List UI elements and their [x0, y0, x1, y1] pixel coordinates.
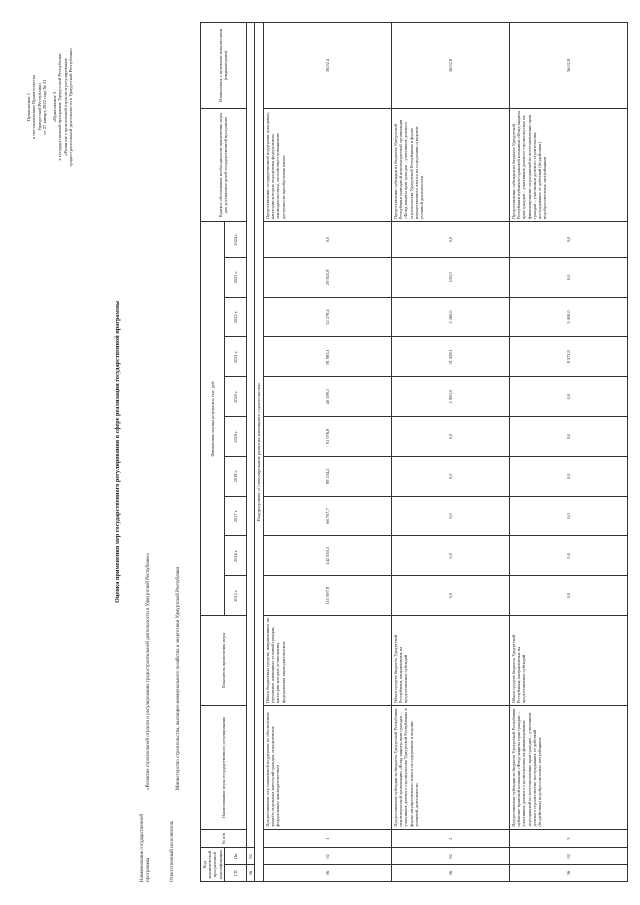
col-header-pp: Пп	[224, 848, 246, 865]
row-gp: 36	[391, 865, 509, 882]
regulation-measures-table	[200, 22, 628, 882]
col-header-year: 2023 г.	[224, 257, 246, 297]
row-effect: Предоставление субсидии из бюджета Удмуртской Республики публично-правовой компании «Фонд защиты прав граждан – участников долевого строительства» на финансирование мероприятий по восстановлению прав граждан – участников долевого строительства, пострадавших от действий (бездействия) недобросовестных застройщиков	[509, 109, 627, 222]
row-value-year: 0,0	[509, 417, 627, 457]
row-measure-name: Предоставление мер социальной поддержки по обеспечению жильём отдельных категорий граждан, определенных федеральным законодательством	[263, 706, 391, 830]
row-gp: 36	[509, 865, 627, 882]
row-value-year: 8 571,9	[509, 337, 627, 377]
row-value-year: 0,0	[263, 222, 391, 258]
program-value: «Развитие строительной отрасли и регулирование градостроительной деятельности в Удмуртской Республике»	[146, 552, 151, 790]
header-line-7: «Развитие строительной отрасли и регулирование	[62, 58, 68, 156]
table-row	[263, 23, 391, 882]
row-value-year: 0,0	[391, 417, 509, 457]
row-value-year: 0,0	[391, 576, 509, 616]
row-value-year: 0,0	[509, 496, 627, 536]
row-value-year: 0,0	[391, 536, 509, 576]
row-value-year: 66 707,7	[263, 496, 391, 536]
col-header-code: Код аналитической программной классификации	[201, 848, 225, 882]
row-value-year: 0,0	[391, 222, 509, 258]
row-value-year: 0,0	[391, 496, 509, 536]
col-header-year: 2024 г.	[224, 222, 246, 258]
row-value-year: 0,0	[509, 222, 627, 258]
row-num: 3	[509, 829, 627, 848]
header-line-6: к государственной программе Удмуртской Республики	[57, 53, 63, 161]
row-value-year: 0,0	[509, 576, 627, 616]
col-header-name: Наименование меры государственного регулирования	[201, 706, 247, 830]
row-num: 1	[263, 829, 391, 848]
row-effect: Предоставление государственной поддержки гражданам, категории которых определены федеральным законодательством, способствует повышению доступности приобретения жилья	[263, 109, 391, 222]
row-value-year: 52 278,4	[263, 297, 391, 337]
header-appendix	[26, 32, 73, 182]
col-header-year: 2018 г.	[224, 456, 246, 496]
header-line-1: Приложение 1	[26, 92, 31, 122]
col-header-year: 2020 г.	[224, 377, 246, 417]
header-line-2: к постановлению Правительства	[31, 75, 37, 139]
row-pp: 02	[509, 848, 627, 865]
col-header-gp: ГП	[224, 865, 246, 882]
col-header-indicator: Показатель применения меры	[201, 616, 247, 706]
col-header-effect: Краткое обоснование необходимости применения меры для достижения целей государственной программы	[201, 109, 247, 222]
row-value-year: 0,0	[391, 456, 509, 496]
row-measure-name: Предоставление субсидии из бюджета Удмуртской Республики публично-правовой компании «Фонд защиты прав граждан – участников долевого строительства» на финансирование мероприятий по восстановлению прав граждан – участников долевого строительства, пострадавших от действий (бездействия) недобросовестных застройщиков	[509, 706, 627, 830]
row-value-year: 142 059,3	[263, 536, 391, 576]
col-header-year: 2019 г.	[224, 417, 246, 457]
row-value-year: 29 825,8	[263, 257, 391, 297]
row-effect: Предоставление субсидии из бюджета Удмуртской Республики унитарной некоммерческой организации «Фонд защиты прав граждан – участников долевого строительства Удмуртской Республики» в форме имущественного взноса на содержание и ведение уставной деятельности	[391, 109, 509, 222]
col-header-year: 2022 г.	[224, 297, 246, 337]
row-pp: 02	[391, 848, 509, 865]
row-value-year: 5 260,0	[391, 297, 509, 337]
subprogram-title: Подпрограмма «Стимулирование развития жилищного строительства»	[254, 23, 263, 882]
col-header-link: Взаимосвязь с целевыми показателями (индикаторами)	[201, 23, 247, 109]
table-row	[509, 23, 627, 882]
col-header-year: 2017 г.	[224, 496, 246, 536]
col-header-num: № п/п	[201, 829, 247, 848]
row-value-year: 89 234,2	[263, 456, 391, 496]
row-value-year: 0,0	[509, 377, 627, 417]
row-indicator-link: 36.02.4	[263, 23, 391, 109]
row-indicator-link: 36.02.8	[391, 23, 509, 109]
row-measure-name: Предоставление субсидии из бюджета Удмуртской Республики некоммерческой организации «Фонд защиты прав граждан – участников долевого строительства Удмуртской Республики» в форме имущественного взноса на содержание и ведение уставной деятельности	[391, 706, 509, 830]
row-value-year: 31 438,1	[391, 337, 509, 377]
header-line-3: Удмуртской Республики	[36, 83, 42, 131]
row-indicator: Объем бюджетных средств, направленных на улучшение жилищных условий граждан, категории которых установлены федеральным законодательством	[263, 616, 391, 706]
col-header-year: 2015 г.	[224, 576, 246, 616]
row-value-year: 0,0	[509, 536, 627, 576]
table-row	[391, 23, 509, 882]
row-value-year: 91 076,8	[263, 417, 391, 457]
rotated-document-page	[20, 22, 620, 882]
row-value-year: 81 985,1	[263, 337, 391, 377]
header-line-4: от 27 января 2022 года № 21	[41, 79, 47, 135]
header-line-5: «Приложение 3	[52, 91, 58, 123]
executor-label: Ответственный исполнитель	[170, 820, 175, 882]
row-value-year: 0,0	[509, 456, 627, 496]
row-num: 2	[391, 829, 509, 848]
row-value-year: 150,0	[391, 257, 509, 297]
col-header-year: 2021 г.	[224, 337, 246, 377]
row-indicator: Объем средств бюджета Удмуртской Республики, направленных на предоставление субсидий	[509, 616, 627, 706]
row-pp: 02	[263, 848, 391, 865]
row-value-year: 115 997,8	[263, 576, 391, 616]
program-label: Наименование государственной программы	[140, 813, 151, 882]
page-title: Оценка применения мер государственного регулирования в сфере реализации государственной программы	[114, 301, 121, 603]
row-value-year: 5 400,0	[509, 297, 627, 337]
header-line-8: градостроительной деятельности в Удмуртской Республике»	[67, 47, 73, 167]
row-value-year: 0,0	[509, 257, 627, 297]
row-indicator-link: 36.02.8	[509, 23, 627, 109]
col-header-financial: Финансовая оценка результата, тыс. руб.	[201, 222, 225, 616]
code-pp: 02	[246, 848, 254, 865]
code-gp: 36	[246, 865, 254, 882]
col-header-year: 2016 г.	[224, 536, 246, 576]
row-indicator: Объем средств бюджета Удмуртской Республики, направленных на предоставление субсидий	[391, 616, 509, 706]
row-value-year: 40 198,1	[263, 377, 391, 417]
row-gp: 36	[263, 865, 391, 882]
executor-value: Министерство строительства, жилищно-коммунального хозяйства и энергетики Удмуртской Республики	[176, 566, 181, 790]
row-value-year: 1 900,0	[391, 377, 509, 417]
